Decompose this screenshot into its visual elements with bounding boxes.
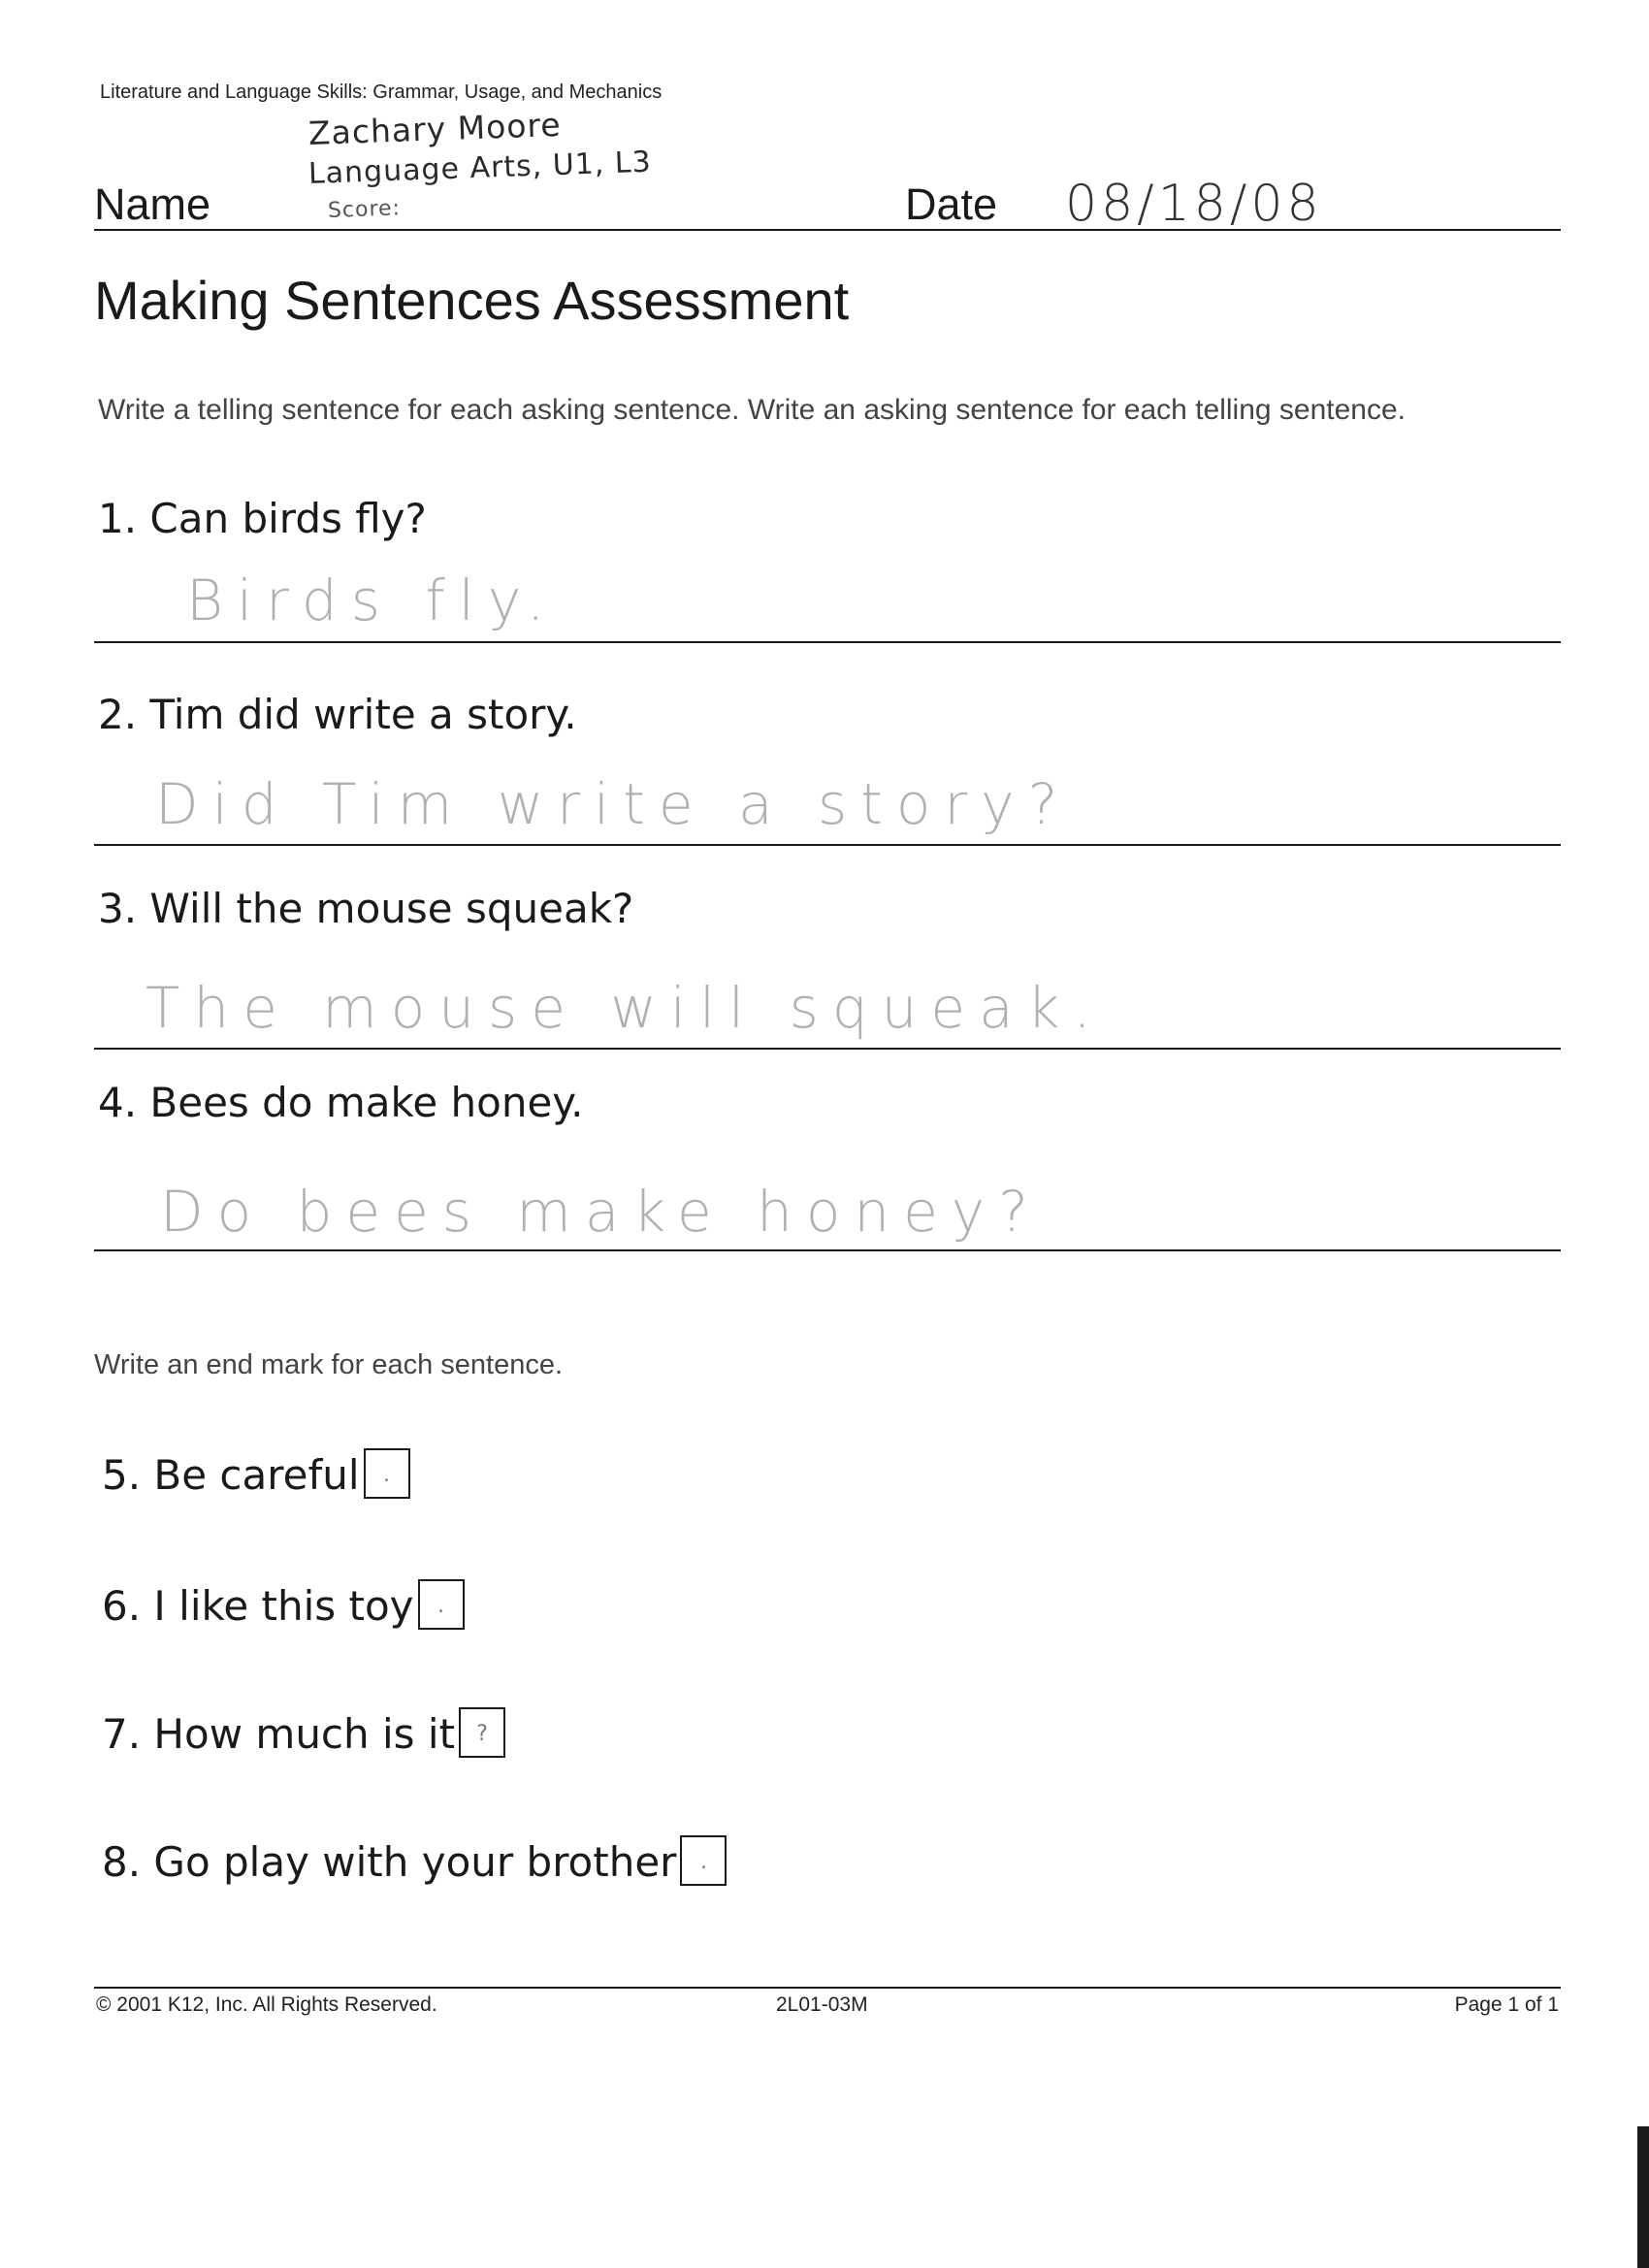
endmark-item-7 bbox=[102, 1707, 505, 1758]
answer-2: Did Tim write a story? bbox=[155, 771, 1072, 837]
endmark-item-6 bbox=[102, 1579, 465, 1630]
answer-line-4 bbox=[94, 1249, 1561, 1251]
question-1: 1. Can birds fly? bbox=[98, 495, 427, 542]
endmark-prompt-5: 5. Be careful bbox=[102, 1451, 360, 1499]
answer-1: Birds fly. bbox=[186, 567, 559, 633]
name-label: Name bbox=[94, 179, 211, 229]
handwritten-date: 08/18/08 bbox=[1065, 175, 1323, 233]
handwritten-course: Language Arts, U1, L3 bbox=[307, 145, 653, 191]
endmark-prompt-7: 7. How much is it bbox=[102, 1710, 456, 1758]
answer-line-1 bbox=[94, 641, 1561, 643]
footer-rule bbox=[94, 1987, 1561, 1989]
answer-line-3 bbox=[94, 1048, 1561, 1050]
page-title: Making Sentences Assessment bbox=[94, 270, 850, 331]
endmark-box-6[interactable]: . bbox=[418, 1579, 465, 1630]
scan-edge-mark bbox=[1637, 2126, 1649, 2268]
footer-page: Page 1 of 1 bbox=[1454, 1993, 1559, 2016]
endmark-item-8 bbox=[102, 1835, 727, 1886]
footer-code: 2L01-03M bbox=[776, 1993, 868, 2016]
handwritten-name: Zachary Moore bbox=[307, 105, 563, 152]
question-4: 4. Bees do make honey. bbox=[98, 1079, 584, 1126]
endmark-box-5[interactable]: . bbox=[364, 1448, 410, 1499]
section2-instruction: Write an end mark for each sentence. bbox=[94, 1349, 564, 1380]
name-date-rule bbox=[94, 229, 1561, 231]
footer-copyright: © 2001 K12, Inc. All Rights Reserved. bbox=[96, 1993, 437, 2016]
answer-4: Do bees make honey? bbox=[160, 1179, 1042, 1245]
answer-line-2 bbox=[94, 844, 1561, 846]
endmark-prompt-8: 8. Go play with your brother bbox=[102, 1838, 677, 1886]
endmark-prompt-6: 6. I like this toy bbox=[102, 1582, 414, 1630]
question-3: 3. Will the mouse squeak? bbox=[98, 885, 634, 932]
endmark-box-7[interactable]: ? bbox=[459, 1707, 505, 1758]
endmark-box-8[interactable]: . bbox=[680, 1835, 727, 1886]
section1-instruction: Write a telling sentence for each asking sentence. Write an asking sentence for each telling sentence. bbox=[98, 394, 1406, 426]
handwritten-score: Score: bbox=[327, 196, 402, 223]
date-label: Date bbox=[905, 179, 998, 229]
answer-3: The mouse will squeak. bbox=[146, 975, 1105, 1041]
question-2: 2. Tim did write a story. bbox=[98, 691, 577, 738]
endmark-item-5 bbox=[102, 1448, 410, 1499]
header-kicker: Literature and Language Skills: Grammar, Usage, and Mechanics bbox=[100, 81, 663, 103]
